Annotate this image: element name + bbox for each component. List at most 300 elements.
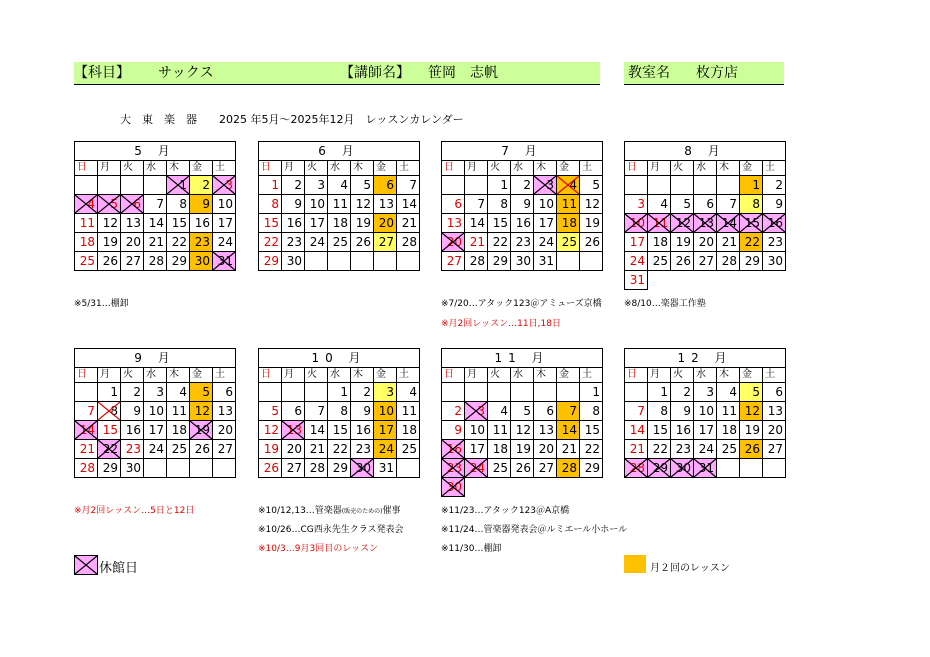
day-number: 21: [401, 216, 417, 230]
day-number: 3: [477, 404, 485, 418]
day-number: 7: [317, 404, 325, 418]
weekday-label: 火: [307, 369, 317, 380]
day-cell: [328, 214, 351, 233]
day-cell: [213, 176, 236, 195]
weekday-label: 水: [146, 162, 156, 173]
day-cell: [671, 176, 694, 195]
day-cell: [671, 402, 694, 421]
day-number: 18: [561, 216, 577, 230]
day-cell: [671, 440, 694, 459]
day-number: 27: [446, 254, 462, 268]
day-cell: [625, 402, 648, 421]
note-nov-2: ※11/24…管楽器発表会＠ルミエール小ホール: [441, 525, 628, 535]
day-number: 15: [171, 216, 187, 230]
day-number: 5: [683, 197, 691, 211]
cross-icon: [694, 459, 716, 477]
day-number: 8: [752, 197, 760, 211]
day-number: 28: [79, 461, 95, 475]
day-cell: [557, 440, 580, 459]
day-cell: [374, 383, 397, 402]
weekday-label: 金: [192, 369, 202, 380]
weekday-label: 水: [330, 369, 340, 380]
day-cell: [213, 252, 236, 271]
day-number: 11: [171, 404, 187, 418]
note-nov-1: ※11/23…アタック123＠A京橋: [441, 506, 570, 516]
day-number: 26: [675, 254, 691, 268]
day-number: 20: [538, 442, 554, 456]
day-number: 6: [454, 197, 462, 211]
day-number: 25: [401, 442, 417, 456]
weekday-header: [511, 161, 534, 176]
day-number: 21: [721, 235, 737, 249]
subject-value: サックス: [158, 65, 214, 81]
day-number: 25: [721, 442, 737, 456]
day-number: 23: [125, 442, 141, 456]
cross-icon: [75, 195, 97, 213]
day-cell: [213, 383, 236, 402]
day-number: 14: [629, 423, 645, 437]
day-number: 12: [102, 216, 118, 230]
day-number: 4: [660, 197, 668, 211]
day-cell: [351, 252, 374, 271]
cross-icon: [534, 176, 556, 194]
weekday-label: 火: [490, 369, 500, 380]
weekday-label: 火: [123, 162, 133, 173]
weekday-label: 水: [330, 162, 340, 173]
day-cell: [557, 233, 580, 252]
day-number: 21: [148, 235, 164, 249]
weekday-header: [557, 161, 580, 176]
day-cell: [488, 383, 511, 402]
day-number: 3: [706, 385, 714, 399]
day-cell: [465, 176, 488, 195]
day-cell: [98, 383, 121, 402]
day-number: 20: [446, 235, 462, 249]
month-title: 12 月: [625, 349, 786, 368]
day-cell: [328, 402, 351, 421]
cross-icon: [121, 195, 143, 213]
day-cell: [625, 459, 648, 478]
day-cell: [144, 176, 167, 195]
day-cell: [557, 176, 580, 195]
day-cell: [694, 252, 717, 271]
day-number: 16: [355, 423, 371, 437]
month-calendar: [624, 141, 786, 290]
weekday-header: [259, 161, 282, 176]
day-cell: [694, 440, 717, 459]
day-cell: [442, 440, 465, 459]
day-number: 10: [469, 423, 485, 437]
weekday-label: 土: [582, 162, 592, 173]
day-cell: [534, 252, 557, 271]
day-number: 28: [148, 254, 164, 268]
day-cell: [144, 214, 167, 233]
day-cell: [534, 195, 557, 214]
cross-icon: [694, 214, 716, 232]
day-number: 26: [515, 461, 531, 475]
day-cell: [121, 252, 144, 271]
day-cell: [351, 214, 374, 233]
day-number: 23: [515, 235, 531, 249]
weekday-label: 水: [513, 162, 523, 173]
day-cell: [190, 214, 213, 233]
weekday-label: 月: [284, 369, 294, 380]
cross-icon: [213, 176, 235, 194]
day-cell: [190, 176, 213, 195]
note-oct-1-end: 催事: [382, 506, 401, 516]
day-cell: [282, 440, 305, 459]
day-cell: [465, 421, 488, 440]
day-number: 6: [546, 404, 554, 418]
day-number: 10: [217, 197, 233, 211]
day-number: 29: [492, 254, 508, 268]
day-number: 25: [79, 254, 95, 268]
day-cell: [213, 233, 236, 252]
day-number: 22: [584, 442, 600, 456]
day-number: 13: [767, 404, 783, 418]
day-cell: [625, 440, 648, 459]
weekday-label: 木: [169, 369, 179, 380]
day-number: 30: [355, 461, 371, 475]
day-number: 25: [652, 254, 668, 268]
day-cell: [671, 421, 694, 440]
day-cell: [75, 421, 98, 440]
day-cell: [144, 421, 167, 440]
legend-lesson-label: 月２回のレッスン: [650, 563, 730, 574]
day-cell: [694, 383, 717, 402]
day-number: 9: [683, 404, 691, 418]
day-cell: [190, 252, 213, 271]
day-cell: [534, 459, 557, 478]
day-cell: [351, 421, 374, 440]
day-cell: [121, 214, 144, 233]
day-cell: [351, 402, 374, 421]
cross-icon: [190, 421, 212, 439]
day-cell: [282, 402, 305, 421]
day-cell: [625, 214, 648, 233]
day-cell: [121, 233, 144, 252]
calendar-title: 大 東 楽 器 2025 年5月～2025年12月 レッスンカレンダー: [120, 113, 464, 126]
day-cell: [121, 459, 144, 478]
month-title: 5 月: [75, 142, 236, 161]
day-number: 2: [683, 385, 691, 399]
day-cell: [648, 440, 671, 459]
day-cell: [397, 176, 420, 195]
day-number: 22: [263, 235, 279, 249]
day-cell: [671, 233, 694, 252]
weekday-header: [511, 368, 534, 383]
note-oct-3: ※10/3…9月3回目のレッスン: [258, 544, 379, 554]
day-number: 28: [721, 254, 737, 268]
day-cell: [190, 383, 213, 402]
day-number: 9: [454, 423, 462, 437]
day-cell: [717, 233, 740, 252]
weekday-header: [557, 368, 580, 383]
day-number: 10: [538, 197, 554, 211]
note-oct-1-main: ※10/12,13…管楽器: [258, 506, 342, 516]
day-cell: [740, 195, 763, 214]
day-cell: [167, 459, 190, 478]
weekday-header: [328, 368, 351, 383]
day-number: 7: [729, 197, 737, 211]
day-number: 21: [561, 442, 577, 456]
day-cell: [511, 176, 534, 195]
day-cell: [351, 233, 374, 252]
day-number: 2: [454, 404, 462, 418]
day-cell: [144, 383, 167, 402]
day-number: 13: [217, 404, 233, 418]
day-cell: [442, 176, 465, 195]
day-cell: [763, 252, 786, 271]
day-cell: [75, 440, 98, 459]
day-number: 16: [286, 216, 302, 230]
day-cell: [98, 233, 121, 252]
day-number: 28: [629, 461, 645, 475]
day-cell: [305, 383, 328, 402]
weekday-label: 月: [100, 162, 110, 173]
day-cell: [397, 421, 420, 440]
day-number: 1: [179, 178, 187, 192]
cross-icon: [351, 459, 373, 477]
day-number: 30: [515, 254, 531, 268]
day-number: 1: [752, 178, 760, 192]
day-cell: [511, 214, 534, 233]
cross-icon: [75, 556, 97, 574]
day-number: 12: [675, 216, 691, 230]
day-cell: [648, 176, 671, 195]
day-cell: [213, 459, 236, 478]
day-number: 12: [194, 404, 210, 418]
day-number: 27: [378, 235, 394, 249]
day-cell: [167, 195, 190, 214]
day-number: 15: [744, 216, 760, 230]
day-cell: [694, 421, 717, 440]
day-number: 26: [263, 461, 279, 475]
day-number: 20: [378, 216, 394, 230]
day-cell: [763, 440, 786, 459]
day-cell: [144, 233, 167, 252]
day-cell: [740, 176, 763, 195]
day-number: 4: [87, 197, 95, 211]
day-number: 16: [194, 216, 210, 230]
day-cell: [465, 233, 488, 252]
day-number: 6: [775, 385, 783, 399]
weekday-header: [121, 161, 144, 176]
note-nov-3: ※11/30…棚卸: [441, 544, 502, 554]
day-cell: [75, 176, 98, 195]
day-cell: [488, 195, 511, 214]
day-cell: [259, 233, 282, 252]
day-cell: [625, 271, 648, 290]
weekday-header: [374, 368, 397, 383]
day-number: 24: [148, 442, 164, 456]
day-cell: [580, 421, 603, 440]
weekday-label: 水: [696, 162, 706, 173]
day-cell: [167, 440, 190, 459]
day-number: 24: [217, 235, 233, 249]
cross-icon: [763, 214, 785, 232]
day-cell: [717, 421, 740, 440]
day-cell: [374, 440, 397, 459]
day-number: 31: [698, 461, 714, 475]
day-cell: [580, 383, 603, 402]
day-cell: [121, 383, 144, 402]
day-number: 3: [546, 178, 554, 192]
day-number: 17: [378, 423, 394, 437]
day-cell: [488, 421, 511, 440]
day-number: 20: [767, 423, 783, 437]
day-cell: [259, 402, 282, 421]
weekday-label: 金: [559, 162, 569, 173]
weekday-header: [75, 368, 98, 383]
cross-icon: [442, 478, 464, 496]
day-cell: [442, 383, 465, 402]
day-cell: [488, 478, 511, 497]
weekday-label: 日: [627, 162, 637, 173]
day-number: 11: [79, 216, 95, 230]
day-cell: [397, 383, 420, 402]
day-number: 17: [629, 235, 645, 249]
day-cell: [374, 421, 397, 440]
day-number: 18: [492, 442, 508, 456]
day-number: 16: [446, 442, 462, 456]
weekday-label: 火: [673, 162, 683, 173]
cross-icon: [625, 214, 647, 232]
day-number: 25: [332, 235, 348, 249]
cross-icon: [557, 176, 579, 194]
day-cell: [397, 214, 420, 233]
day-cell: [580, 252, 603, 271]
month-calendar: [74, 348, 236, 478]
day-number: 3: [637, 197, 645, 211]
day-number: 15: [652, 423, 668, 437]
day-cell: [190, 421, 213, 440]
weekday-label: 土: [215, 162, 225, 173]
weekday-label: 木: [536, 369, 546, 380]
weekday-header: [648, 161, 671, 176]
weekday-header: [305, 368, 328, 383]
day-number: 11: [332, 197, 348, 211]
day-cell: [374, 252, 397, 271]
day-cell: [557, 421, 580, 440]
day-cell: [75, 459, 98, 478]
weekday-header: [374, 161, 397, 176]
day-number: 1: [110, 385, 118, 399]
day-number: 29: [652, 461, 668, 475]
day-number: 21: [629, 442, 645, 456]
day-cell: [694, 271, 717, 290]
day-number: 6: [133, 197, 141, 211]
day-cell: [511, 459, 534, 478]
day-cell: [511, 195, 534, 214]
day-cell: [717, 459, 740, 478]
day-cell: [98, 421, 121, 440]
day-cell: [144, 402, 167, 421]
weekday-label: 土: [582, 369, 592, 380]
day-number: 21: [79, 442, 95, 456]
day-cell: [374, 214, 397, 233]
cross-icon: [648, 459, 670, 477]
day-cell: [144, 440, 167, 459]
day-number: 14: [401, 197, 417, 211]
cross-icon: [98, 402, 120, 420]
day-cell: [740, 402, 763, 421]
day-number: 28: [401, 235, 417, 249]
day-number: 4: [569, 178, 577, 192]
day-cell: [374, 459, 397, 478]
day-number: 28: [469, 254, 485, 268]
day-cell: [557, 252, 580, 271]
day-cell: [213, 402, 236, 421]
day-cell: [282, 252, 305, 271]
day-cell: [488, 233, 511, 252]
weekday-label: 月: [650, 369, 660, 380]
day-number: 7: [87, 404, 95, 418]
weekday-label: 月: [650, 162, 660, 173]
weekday-header: [534, 368, 557, 383]
day-cell: [557, 383, 580, 402]
day-cell: [717, 176, 740, 195]
day-cell: [374, 176, 397, 195]
weekday-header: [465, 161, 488, 176]
day-cell: [328, 421, 351, 440]
day-cell: [763, 402, 786, 421]
day-cell: [465, 478, 488, 497]
month-calendar: [441, 348, 603, 497]
day-cell: [580, 176, 603, 195]
weekday-header: [167, 368, 190, 383]
day-cell: [671, 195, 694, 214]
day-number: 18: [652, 235, 668, 249]
day-cell: [213, 214, 236, 233]
day-cell: [557, 195, 580, 214]
day-cell: [397, 440, 420, 459]
day-number: 31: [217, 254, 233, 268]
day-number: 6: [225, 385, 233, 399]
weekday-header: [190, 368, 213, 383]
day-number: 23: [767, 235, 783, 249]
day-cell: [167, 402, 190, 421]
day-cell: [351, 459, 374, 478]
day-number: 24: [698, 442, 714, 456]
weekday-label: 金: [742, 162, 752, 173]
day-number: 12: [263, 423, 279, 437]
month-title: 10 月: [259, 349, 420, 368]
day-cell: [625, 176, 648, 195]
day-number: 5: [523, 404, 531, 418]
weekday-header: [442, 368, 465, 383]
day-cell: [259, 440, 282, 459]
day-cell: [580, 440, 603, 459]
weekday-label: 土: [765, 162, 775, 173]
day-cell: [557, 214, 580, 233]
weekday-header: [763, 161, 786, 176]
day-number: 30: [767, 254, 783, 268]
day-number: 16: [675, 423, 691, 437]
day-cell: [511, 421, 534, 440]
month-calendar: [624, 348, 786, 478]
day-number: 25: [492, 461, 508, 475]
day-number: 17: [538, 216, 554, 230]
day-cell: [190, 402, 213, 421]
weekday-header: [465, 368, 488, 383]
day-number: 31: [538, 254, 554, 268]
day-cell: [98, 459, 121, 478]
month-calendar: [74, 141, 236, 271]
day-number: 8: [340, 404, 348, 418]
day-cell: [557, 478, 580, 497]
day-number: 1: [592, 385, 600, 399]
